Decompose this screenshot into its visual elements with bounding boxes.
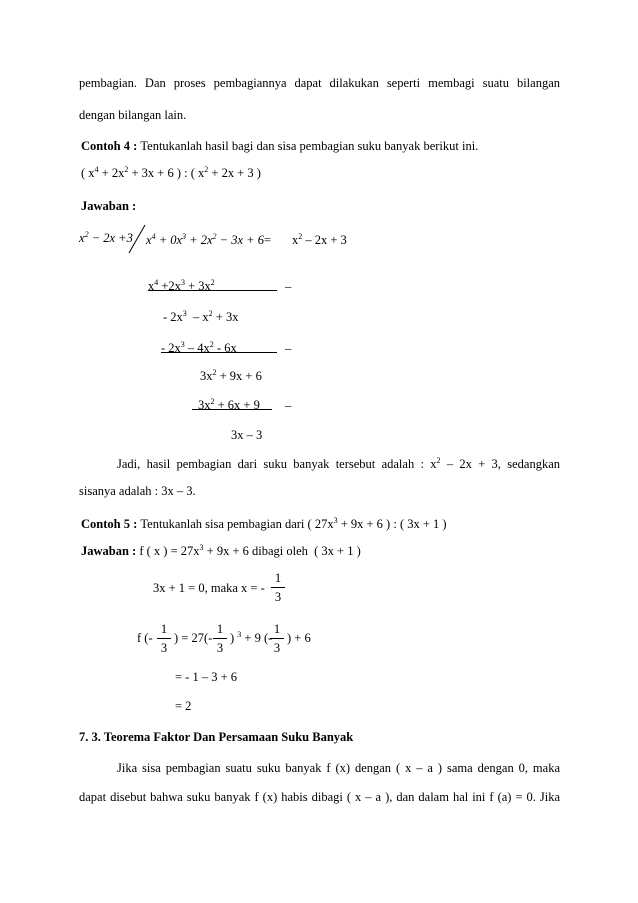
paragraph-line: dengan bilangan lain. (79, 108, 187, 122)
division-bracket (126, 222, 148, 256)
paragraph-line: pembagian. Dan proses pembagiannya dapat dilakukan seperti membagi suatu bilangan (79, 76, 560, 90)
section-heading: 7. 3. Teorema Faktor Dan Persamaan Suku Banyak (79, 730, 354, 744)
division-step: - $2x^3 - 4x^2 - 6x$ (161, 340, 237, 355)
division-step: $3x^2 + 9x + 6$ (200, 368, 262, 383)
minus-sign: _ (285, 394, 292, 408)
substitution: ) = 27(- (174, 631, 213, 645)
dividend: $x^4 + 0x^3 + 2x^2 - 3x + 6$ (146, 232, 264, 247)
division-step: $x^4 +2x^3 + 3x^2$ (148, 278, 215, 293)
example-5-answer: Jawaban : f ( x ) = $27x^3 + 9x + 6$ dibagi oleh ( 3x + 1 ) (81, 543, 361, 558)
evaluation-step: = - 1 – 3 + 6 (175, 670, 238, 684)
substitution: f (- (137, 631, 153, 645)
remainder: 3x – 3 (231, 428, 263, 442)
conclusion-line: sisanya adalah : 3x – 3. (79, 484, 196, 498)
subtraction-line (161, 352, 277, 353)
fraction-one-third: 1 3 (212, 621, 228, 656)
substitution: ) + 6 (287, 631, 311, 645)
evaluation-result: = 2 (175, 699, 192, 713)
answer-heading: Jawaban : (81, 199, 137, 213)
minus-sign: _ (285, 337, 292, 351)
paragraph-line: dapat disebut bahwa suku banyak f (x) habis dibagi ( x – a ), dan dalam hal ini f (a) = 0. Jika (79, 790, 560, 804)
division-step: - $2x^3 - x^2 + 3x$ (163, 309, 239, 324)
quotient: $x^2 - 2x + 3$ (292, 232, 347, 247)
subtraction-line (192, 409, 272, 410)
fraction-one-third: 1 3 (270, 570, 286, 605)
minus-sign: _ (285, 275, 292, 289)
conclusion-line: Jadi, hasil pembagian dari suku banyak tersebut adalah : $x^2 - 2x + 3$, sedangkan (117, 456, 560, 471)
root-equation: 3x + 1 = 0, maka x = - (153, 581, 265, 595)
example-4-heading: Contoh 4 : Tentukanlah hasil bagi dan sisa pembagian suku banyak berikut ini. (81, 139, 479, 153)
division-step: $3x^2 + 6x + 9$ (198, 397, 260, 412)
subtraction-line (148, 290, 277, 291)
example-4-expression: ( $x^4 + 2x^2 + 3x + 6$ ) : ( $x^2 + 2x + 3$ ) (81, 165, 261, 180)
divisor: $x^2 - 2x +3$ (79, 230, 133, 245)
equals-sign: = (264, 233, 272, 247)
fraction-one-third: 1 3 (156, 621, 172, 656)
paragraph-line: Jika sisa pembagian suatu suku banyak f (x) dengan ( x – a ) sama dengan 0, maka (117, 761, 560, 775)
example-5-heading: Contoh 5 : Tentukanlah sisa pembagian dari ( $27x^3 + 9x + 6$ ) : ( 3x + 1 ) (81, 516, 447, 531)
fraction-one-third: 1 3 (269, 621, 285, 656)
substitution: ) $^3$ + 9 (- (230, 630, 273, 645)
